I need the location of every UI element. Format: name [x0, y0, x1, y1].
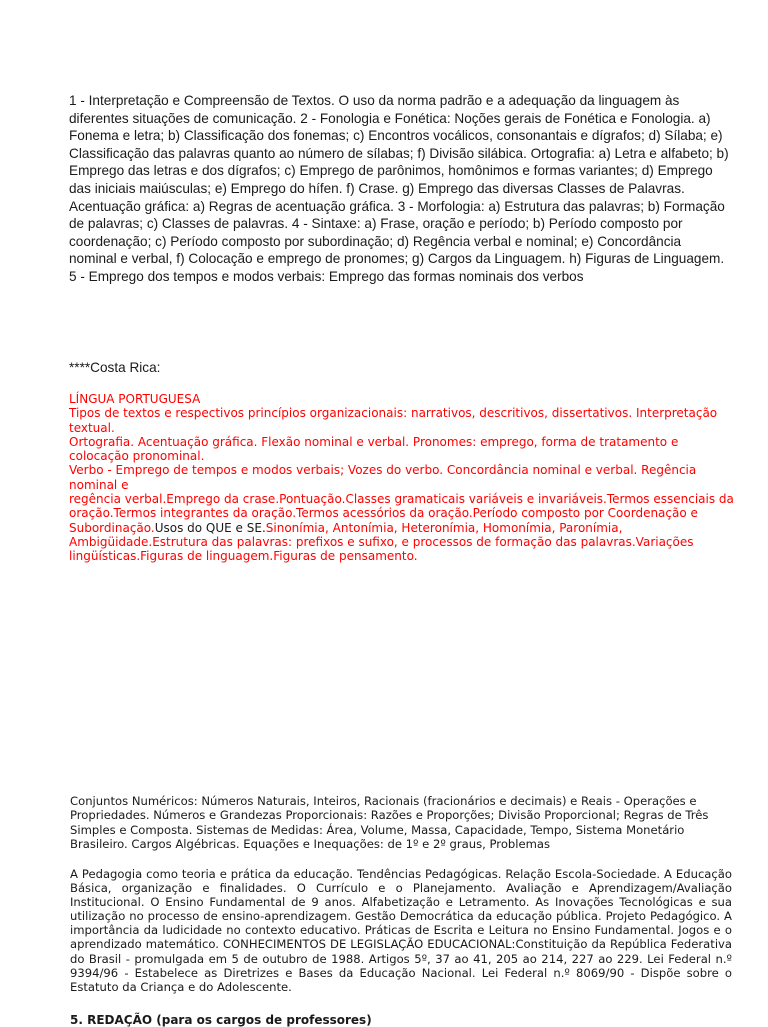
red-line: Tipos de textos e respectivos princípios organizacionais: narrativos, descritivos, dissertativos. Interpretação textual. [69, 406, 718, 435]
red-span: Sinonímia, Antonímia, Heteronímia, Homonímia, Paronímia, Ambigüidade.Estrutura das palavras: prefixos e sufixo, e processos de formação das palavras.Variações lingüísticas.Figuras de linguagem.Figuras de pensamento. [69, 520, 694, 564]
matematica-paragraph: Conjuntos Numéricos: Números Naturais, Inteiros, Racionais (fracionários e decimais) e Reais - Operações e Propriedades. Números e Grandezas Proporcionais: Razões e Proporções; Divisão Proporcional; Regras de Três Simples e Composta. Sistemas de Medidas: Área, Volume, Massa, Capacidade, Tempo, Sistema Monetário Brasileiro. Cargos Algébricas. Equações e Inequações: de 1º e 2º graus, Problemas [70, 794, 709, 851]
lingua-portuguesa-section [69, 392, 734, 564]
black-span: Usos do QUE e SE. [154, 520, 266, 535]
red-line: regência verbal.Emprego da crase.Pontuação.Classes gramaticais variáveis e invariáveis.Termos essenciais da [69, 492, 734, 507]
lingua-portuguesa-title: LÍNGUA PORTUGUESA [69, 392, 201, 406]
red-line: oração.Termos integrantes da oração.Termos acessórios da oração.Período composto por Coordenação e [69, 506, 698, 521]
red-line: Ortografia. Acentuação gráfica. Flexão nominal e verbal. Pronomes: emprego, forma de tratamento e colocação pronominal. [69, 434, 679, 464]
costa-rica-heading: ****Costa Rica: [69, 360, 161, 375]
redacao-heading: 5. REDAÇÃO (para os cargos de professores) [70, 1013, 372, 1027]
pedagogia-paragraph: A Pedagogia como teoria e prática da educação. Tendências Pedagógicas. Relação Escola-Sociedade. A Educação Básica, organização e finalidades. O Currículo e o Planejamento. Avaliação e Aprendizagem/Avaliação Institucional. O Ensino Fundamental de 9 anos. Alfabetização e Letramento. As Inovações Tecnológicas e sua utilização no processo de ensino-aprendizagem. Gestão Democrática da educação pública. Projeto Pedagógico. A importância da ludicidade no contexto educativo. Práticas de Escrita e Leitura no Ensino Fundamental. Jogos e o aprendizado matemático. CONHECIMENTOS DE LEGISLAÇÃO EDUCACIONAL:Constituição da República Federativa do Brasil - promulgada em 5 de outubro de 1988. Artigos 5º, 37 ao 41, 205 ao 214, 227 ao 229. Lei Federal n.º 9394/96 - Estabelece as Diretrizes e Bases da Educação Nacional. Lei Federal n.º 8069/90 - Dispõe sobre o Estatuto da Criança e do Adolescente. [70, 867, 732, 994]
red-span: Subordinação. [69, 520, 155, 535]
red-last-paragraph [69, 521, 734, 564]
red-line: Verbo - Emprego de tempos e modos verbais; Vozes do verbo. Concordância nominal e verbal. Regência nominal e [69, 463, 697, 492]
syllabus-paragraph: 1 - Interpretação e Compreensão de Textos. O uso da norma padrão e a adequação da linguagem às diferentes situações de comunicação. 2 - Fonologia e Fonética: Noções gerais de Fonética e Fonologia. a) Fonema e letra; b) Classificação dos fonemas; c) Encontros vocálicos, consonantais e dígrafos; d) Sílaba; e) Classificação das palavras quanto ao número de sílabas; f) Divisão silábica. Ortografia: a) Letra e alfabeto; b) Emprego das letras e dos dígrafos; c) Emprego de parônimos, homônimos e formas variantes; d) Emprego das iniciais maiúsculas; e) Emprego do hífen. f) Crase. g) Emprego das diversas Classes de Palavras. Acentuação gráfica: a) Regras de acentuação gráfica. 3 - Morfologia: a) Estrutura das palavras; b) Formação de palavras; c) Classes de palavras. 4 - Sintaxe: a) Frase, oração e período; b) Período composto por coordenação; c) Período composto por subordinação; d) Regência verbal e nominal; e) Concordância nominal e verbal, f) Colocação e emprego de pronomes; g) Cargos da Linguagem. h) Figuras de Linguagem. 5 - Emprego dos tempos e modos verbais: Emprego das formas nominais dos verbos [69, 93, 729, 284]
